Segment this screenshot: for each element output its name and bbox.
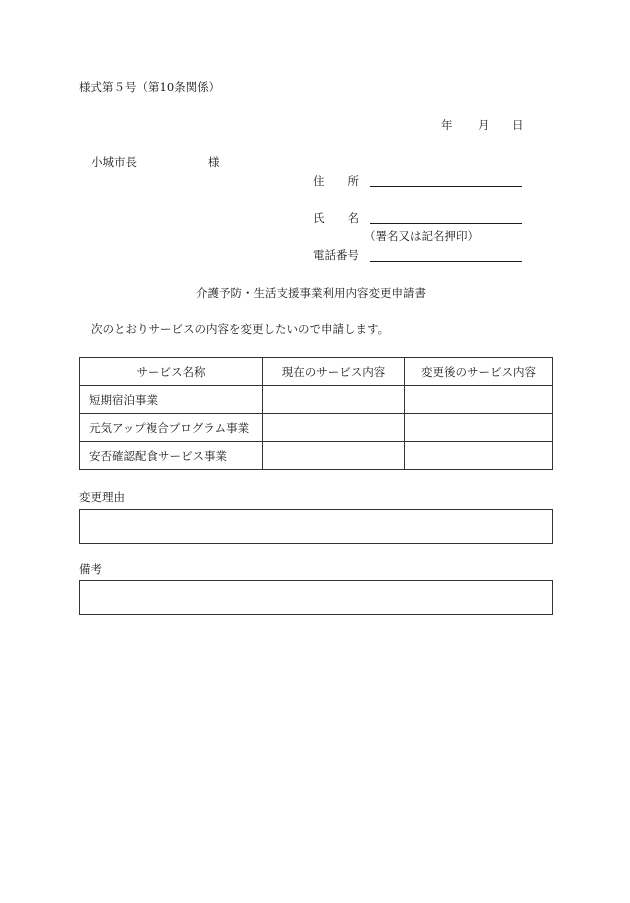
after-content-cell[interactable] xyxy=(405,414,553,442)
header-service-name: サービス名称 xyxy=(80,358,263,386)
after-content-cell[interactable] xyxy=(405,442,553,470)
name-field-line xyxy=(370,223,522,224)
service-name-cell: 元気アップ複合プログラム事業 xyxy=(80,414,263,442)
current-content-cell[interactable] xyxy=(263,386,405,414)
intro-text: 次のとおりサービスの内容を変更したいので申請します。 xyxy=(91,322,390,336)
after-content-cell[interactable] xyxy=(405,386,553,414)
header-current-content: 現在のサービス内容 xyxy=(263,358,405,386)
reason-label: 変更理由 xyxy=(79,490,125,504)
service-name-cell: 安否確認配食サービス事業 xyxy=(80,442,263,470)
addressee-honorific: 様 xyxy=(208,155,220,169)
name-label: 氏 名 xyxy=(313,211,359,225)
service-table xyxy=(79,357,553,470)
form-number: 様式第５号（第10条関係） xyxy=(79,80,221,94)
current-content-cell[interactable] xyxy=(263,414,405,442)
table-row xyxy=(80,414,553,442)
remarks-label: 備考 xyxy=(79,562,102,576)
address-field-line xyxy=(370,186,522,187)
date-year-label: 年 xyxy=(441,118,453,132)
document-title: 介護予防・生活支援事業利用内容変更申請書 xyxy=(196,286,426,300)
table-row xyxy=(80,386,553,414)
header-after-content: 変更後のサービス内容 xyxy=(405,358,553,386)
date-day-label: 日 xyxy=(512,118,524,132)
service-name-cell: 短期宿泊事業 xyxy=(80,386,263,414)
date-month-label: 月 xyxy=(478,118,490,132)
remarks-box[interactable] xyxy=(79,580,553,615)
table-row xyxy=(80,442,553,470)
phone-field-line xyxy=(370,261,522,262)
current-content-cell[interactable] xyxy=(263,442,405,470)
phone-label: 電話番号 xyxy=(313,248,359,262)
reason-box[interactable] xyxy=(79,509,553,544)
signature-note: （署名又は記名押印） xyxy=(364,229,479,243)
address-label: 住 所 xyxy=(313,174,359,188)
addressee-name: 小城市長 xyxy=(91,155,137,169)
table-header-row xyxy=(80,358,553,386)
